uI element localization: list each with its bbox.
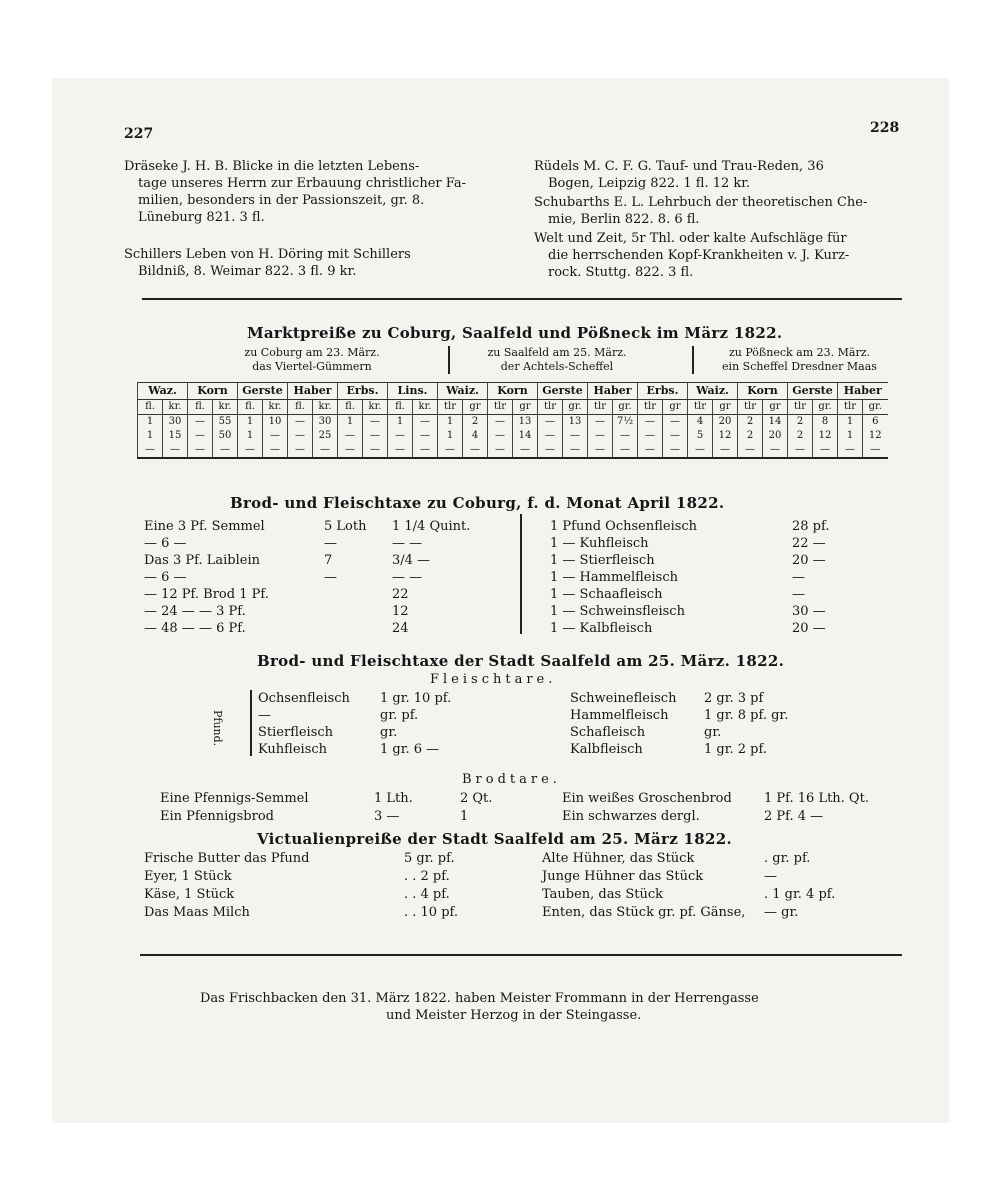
coburg-bread-item: — 6 — bbox=[144, 536, 187, 551]
saalfeld-bread-item: Ein schwarzes dergl. bbox=[562, 809, 700, 824]
saalfeld-meat-price: gr. pf. bbox=[380, 708, 419, 723]
grain-header: Erbs. bbox=[638, 383, 688, 400]
unit-header: tlr bbox=[788, 400, 813, 415]
grain-header: Korn bbox=[188, 383, 238, 400]
price-cell: — bbox=[663, 429, 688, 443]
price-cell: — bbox=[563, 429, 588, 443]
coburg-bread-item: Das 3 Pf. Laiblein bbox=[144, 553, 260, 568]
saalfeld-meat-item: Schweinefleisch bbox=[570, 691, 677, 706]
price-cell: — bbox=[388, 443, 413, 458]
unit-header: fl. bbox=[388, 400, 413, 415]
coburg-meat-item: 1 — Kalbfleisch bbox=[550, 621, 653, 636]
price-cell: — bbox=[138, 443, 163, 458]
price-cell: 13 bbox=[513, 415, 538, 430]
saalfeld-bread-quint: 2 Qt. bbox=[460, 791, 493, 806]
price-cell: 30 bbox=[313, 415, 338, 430]
price-cell: 2 bbox=[788, 415, 813, 430]
victual-item: Eyer, 1 Stück bbox=[144, 869, 232, 884]
grain-header: Waz. bbox=[138, 383, 188, 400]
saalfeld-meat-item: — bbox=[258, 708, 271, 723]
price-cell: — bbox=[163, 443, 188, 458]
unit-header: kr. bbox=[263, 400, 288, 415]
price-cell: 1 bbox=[338, 415, 363, 430]
unit-header: gr. bbox=[563, 400, 588, 415]
grain-header: Gerste bbox=[538, 383, 588, 400]
price-cell: — bbox=[538, 443, 563, 458]
coburg-meat-price: — bbox=[792, 570, 805, 585]
price-cell: 1 bbox=[838, 415, 863, 430]
price-cell: — bbox=[238, 443, 263, 458]
price-cell: — bbox=[788, 443, 813, 458]
book-entry-ruedel: Rüdels M. C. F. G. Tauf- und Trau-Reden, 36 Bogen, Leipzig 822. 1 fl. 12 kr. bbox=[534, 159, 824, 191]
saalfeld-tax-title: Brod- und Fleischtaxe der Stadt Saalfeld am 25. März. 1822. bbox=[257, 652, 785, 670]
price-cell: 2 bbox=[738, 429, 763, 443]
unit-header: gr bbox=[513, 400, 538, 415]
unit-header: gr. bbox=[863, 400, 888, 415]
market-place-coburg: zu Coburg am 23. März. das Viertel-Gümmern bbox=[244, 346, 380, 373]
coburg-meat-item: 1 — Schweinsfleisch bbox=[550, 604, 685, 619]
saalfeld-meat-price: gr. bbox=[380, 725, 398, 740]
grain-header: Gerste bbox=[788, 383, 838, 400]
price-cell: 1 bbox=[138, 429, 163, 443]
coburg-meat-item: 1 — Kuhfleisch bbox=[550, 536, 649, 551]
coburg-bread-item: Eine 3 Pf. Semmel bbox=[144, 519, 265, 534]
page-number-left: 227 bbox=[124, 126, 154, 142]
price-cell: 50 bbox=[213, 429, 238, 443]
price-cell: — bbox=[663, 443, 688, 458]
price-cell: — bbox=[613, 429, 638, 443]
victual-price: 5 gr. pf. bbox=[404, 851, 455, 866]
unit-header: tlr bbox=[438, 400, 463, 415]
unit-header: gr. bbox=[613, 400, 638, 415]
price-cell: — bbox=[363, 443, 388, 458]
saalfeld-bread-subtitle: Brodtare. bbox=[462, 772, 561, 787]
grain-header: Haber bbox=[838, 383, 888, 400]
grain-header: Korn bbox=[488, 383, 538, 400]
coburg-bread-quint: 3/4 — bbox=[392, 553, 431, 568]
price-cell: — bbox=[263, 429, 288, 443]
coburg-meat-item: 1 — Schaafleisch bbox=[550, 587, 663, 602]
price-cell: — bbox=[613, 443, 638, 458]
unit-header: kr. bbox=[163, 400, 188, 415]
grain-header: Korn bbox=[738, 383, 788, 400]
grain-header: Erbs. bbox=[338, 383, 388, 400]
book-entry-draeseke: Dräseke J. H. B. Blicke in die letzten Lebens- tage unseres Herrn zur Erbauung christlicher Fa- milien, besonders in der Passionszeit, gr. 8. Lüneburg 821. 3 fl. bbox=[124, 159, 467, 225]
victual-item: Junge Hühner das Stück bbox=[542, 869, 704, 884]
price-cell: 2 bbox=[738, 415, 763, 430]
victual-price: — bbox=[764, 869, 777, 884]
price-cell: 8 bbox=[813, 415, 838, 430]
price-cell: — bbox=[338, 443, 363, 458]
market-price-row bbox=[138, 429, 888, 443]
price-cell: 2 bbox=[788, 429, 813, 443]
coburg-bread-quint: 1 1/4 Quint. bbox=[392, 519, 471, 534]
unit-header: kr. bbox=[213, 400, 238, 415]
coburg-meat-price: — bbox=[792, 587, 805, 602]
coburg-bread-weight: — bbox=[324, 536, 337, 551]
price-cell: 14 bbox=[763, 415, 788, 430]
price-cell: — bbox=[288, 429, 313, 443]
price-cell: 14 bbox=[513, 429, 538, 443]
victual-price: — gr. bbox=[764, 905, 799, 920]
price-cell: — bbox=[713, 443, 738, 458]
book-entry-welt-und-zeit: Welt und Zeit, 5r Thl. oder kalte Aufschläge für die herrschenden Kopf-Krankheiten v. J. Kurz- rock. Stuttg. 822. 3 fl. bbox=[534, 231, 850, 280]
victual-item: Frische Butter das Pfund bbox=[144, 851, 310, 866]
price-cell: — bbox=[638, 443, 663, 458]
grain-header: Waiz. bbox=[688, 383, 738, 400]
price-cell: 12 bbox=[863, 429, 888, 443]
price-cell: — bbox=[538, 415, 563, 430]
coburg-column-divider bbox=[520, 514, 522, 634]
unit-header: tlr bbox=[588, 400, 613, 415]
unit-header: kr. bbox=[363, 400, 388, 415]
saalfeld-meat-item: Kalbfleisch bbox=[570, 742, 643, 757]
price-cell: — bbox=[363, 415, 388, 430]
price-cell: 1 bbox=[388, 415, 413, 430]
price-cell: — bbox=[513, 443, 538, 458]
unit-header: fl. bbox=[338, 400, 363, 415]
frischbacken-notice: Das Frischbacken den 31. März 1822. haben Meister Frommann in der Herrengasse und Meister Herzog in der Steingasse. bbox=[200, 991, 759, 1023]
page-number-right: 228 bbox=[870, 120, 900, 136]
saalfeld-bread-weight: 1 Pf. 16 Lth. Qt. bbox=[764, 791, 869, 806]
coburg-bread-item: — 48 — — 6 Pf. bbox=[144, 621, 246, 636]
price-cell: — bbox=[563, 443, 588, 458]
coburg-bread-quint: — — bbox=[392, 570, 423, 585]
victual-price: . 1 gr. 4 pf. bbox=[764, 887, 836, 902]
coburg-bread-weight: 7 bbox=[324, 553, 333, 568]
unit-header: fl. bbox=[138, 400, 163, 415]
saalfeld-meat-price: 1 gr. 6 — bbox=[380, 742, 440, 757]
unit-header: tlr bbox=[688, 400, 713, 415]
grain-header: Waiz. bbox=[438, 383, 488, 400]
grain-header: Gerste bbox=[238, 383, 288, 400]
victual-price: . . 4 pf. bbox=[404, 887, 450, 902]
saalfeld-meat-price: gr. bbox=[704, 725, 722, 740]
unit-header: gr bbox=[463, 400, 488, 415]
saalfeld-bread-item: Eine Pfennigs-Semmel bbox=[160, 791, 309, 806]
unit-header: tlr bbox=[538, 400, 563, 415]
saalfeld-meat-price: 1 gr. 8 pf. gr. bbox=[704, 708, 789, 723]
victual-title: Victualienpreiße der Stadt Saalfeld am 25. März 1822. bbox=[257, 830, 733, 848]
price-cell: — bbox=[413, 415, 438, 430]
price-cell: — bbox=[763, 443, 788, 458]
price-cell: — bbox=[363, 429, 388, 443]
price-cell: 1 bbox=[238, 415, 263, 430]
price-cell: 4 bbox=[688, 415, 713, 430]
unit-header: gr bbox=[663, 400, 688, 415]
price-cell: — bbox=[488, 429, 513, 443]
grain-header: Lins. bbox=[388, 383, 438, 400]
price-cell: 1 bbox=[838, 429, 863, 443]
saalfeld-meat-price: 1 gr. 2 pf. bbox=[704, 742, 767, 757]
saalfeld-meat-item: Schafleisch bbox=[570, 725, 646, 740]
saalfeld-bread-quint: 1 bbox=[460, 809, 469, 824]
coburg-meat-item: 1 Pfund Ochsenfleisch bbox=[550, 519, 698, 534]
price-cell: 12 bbox=[813, 429, 838, 443]
price-cell: 15 bbox=[163, 429, 188, 443]
saalfeld-bread-weight: 3 — bbox=[374, 809, 400, 824]
price-cell: — bbox=[188, 429, 213, 443]
price-cell: — bbox=[813, 443, 838, 458]
saalfeld-bread-weight: 1 Lth. bbox=[374, 791, 413, 806]
coburg-bread-quint: — — bbox=[392, 536, 423, 551]
price-cell: — bbox=[688, 443, 713, 458]
coburg-meat-price: 20 — bbox=[792, 553, 826, 568]
price-cell: — bbox=[413, 429, 438, 443]
victual-item: Das Maas Milch bbox=[144, 905, 250, 920]
price-cell: — bbox=[288, 443, 313, 458]
price-cell: — bbox=[263, 443, 288, 458]
unit-header: tlr bbox=[638, 400, 663, 415]
market-price-row bbox=[138, 415, 888, 430]
price-cell: — bbox=[188, 443, 213, 458]
market-title: Marktpreiße zu Coburg, Saalfeld und Pößneck im März 1822. bbox=[247, 324, 783, 342]
unit-header: fl. bbox=[188, 400, 213, 415]
price-cell: 1 bbox=[438, 429, 463, 443]
price-cell: — bbox=[188, 415, 213, 430]
coburg-bread-quint: 24 bbox=[392, 621, 409, 636]
section-divider bbox=[142, 298, 902, 300]
price-cell: — bbox=[538, 429, 563, 443]
coburg-bread-quint: 12 bbox=[392, 604, 409, 619]
price-cell: 55 bbox=[213, 415, 238, 430]
coburg-meat-item: 1 — Stierfleisch bbox=[550, 553, 655, 568]
footer-divider bbox=[140, 954, 902, 956]
price-cell: — bbox=[313, 443, 338, 458]
price-cell: 4 bbox=[463, 429, 488, 443]
price-cell: — bbox=[488, 443, 513, 458]
victual-price: . . 2 pf. bbox=[404, 869, 450, 884]
pfund-side-label: Pfund. bbox=[211, 710, 224, 747]
victual-item: Alte Hühner, das Stück bbox=[542, 851, 695, 866]
price-cell: 10 bbox=[263, 415, 288, 430]
saalfeld-meat-price: 1 gr. 10 pf. bbox=[380, 691, 452, 706]
price-cell: 7½ bbox=[613, 415, 638, 430]
price-cell: — bbox=[638, 415, 663, 430]
victual-item: Tauben, das Stück bbox=[542, 887, 663, 902]
price-cell: 1 bbox=[438, 415, 463, 430]
price-cell: — bbox=[738, 443, 763, 458]
market-price-row bbox=[138, 443, 888, 458]
book-entry-schiller: Schillers Leben von H. Döring mit Schillers Bildniß, 8. Weimar 822. 3 fl. 9 kr. bbox=[124, 247, 411, 279]
price-cell: — bbox=[588, 429, 613, 443]
market-place-poessneck: zu Pößneck am 23. März. ein Scheffel Dresdner Maas bbox=[722, 346, 877, 373]
price-cell: 12 bbox=[713, 429, 738, 443]
coburg-meat-price: 28 pf. bbox=[792, 519, 830, 534]
saalfeld-meat-price: 2 gr. 3 pf bbox=[704, 691, 764, 706]
coburg-bread-quint: 22 bbox=[392, 587, 409, 602]
saalfeld-bread-item: Ein Pfennigsbrod bbox=[160, 809, 274, 824]
price-cell: — bbox=[388, 429, 413, 443]
unit-header: gr bbox=[713, 400, 738, 415]
coburg-tax-title: Brod- und Fleischtaxe zu Coburg, f. d. Monat April 1822. bbox=[230, 494, 725, 512]
unit-header: fl. bbox=[288, 400, 313, 415]
price-cell: — bbox=[438, 443, 463, 458]
grain-header: Haber bbox=[588, 383, 638, 400]
price-cell: — bbox=[213, 443, 238, 458]
saalfeld-meat-item: Stierfleisch bbox=[258, 725, 334, 740]
price-cell: — bbox=[588, 415, 613, 430]
unit-header: kr. bbox=[313, 400, 338, 415]
victual-item: Enten, das Stück gr. pf. Gänse, bbox=[542, 905, 746, 920]
price-cell: — bbox=[413, 443, 438, 458]
price-cell: — bbox=[638, 429, 663, 443]
coburg-meat-item: 1 — Hammelfleisch bbox=[550, 570, 678, 585]
saalfeld-meat-item: Kuhfleisch bbox=[258, 742, 328, 757]
unit-header: tlr bbox=[738, 400, 763, 415]
price-cell: — bbox=[338, 429, 363, 443]
unit-header: fl. bbox=[238, 400, 263, 415]
price-cell: — bbox=[463, 443, 488, 458]
price-cell: — bbox=[488, 415, 513, 430]
price-cell: 1 bbox=[238, 429, 263, 443]
coburg-meat-price: 22 — bbox=[792, 536, 826, 551]
price-cell: — bbox=[288, 415, 313, 430]
saalfeld-meat-item: Ochsenfleisch bbox=[258, 691, 350, 706]
coburg-bread-item: — 6 — bbox=[144, 570, 187, 585]
saalfeld-bread-item: Ein weißes Groschenbrod bbox=[562, 791, 732, 806]
coburg-bread-weight: 5 Loth bbox=[324, 519, 367, 534]
price-cell: — bbox=[838, 443, 863, 458]
price-cell: 20 bbox=[713, 415, 738, 430]
price-cell: 30 bbox=[163, 415, 188, 430]
price-cell: 2 bbox=[463, 415, 488, 430]
victual-item: Käse, 1 Stück bbox=[144, 887, 235, 902]
coburg-meat-price: 30 — bbox=[792, 604, 826, 619]
victual-price: . . 10 pf. bbox=[404, 905, 459, 920]
unit-header: gr. bbox=[813, 400, 838, 415]
price-cell: 13 bbox=[563, 415, 588, 430]
price-cell: — bbox=[663, 415, 688, 430]
price-cell: 6 bbox=[863, 415, 888, 430]
coburg-bread-weight: — bbox=[324, 570, 337, 585]
saalfeld-meat-item: Hammelfleisch bbox=[570, 708, 669, 723]
saalfeld-meat-subtitle: Fleischtare. bbox=[430, 672, 557, 687]
book-entry-schubarth: Schubarths E. L. Lehrbuch der theoretischen Che- mie, Berlin 822. 8. 6 fl. bbox=[534, 195, 868, 227]
grain-header: Haber bbox=[288, 383, 338, 400]
unit-header: tlr bbox=[488, 400, 513, 415]
saalfeld-bread-weight: 2 Pf. 4 — bbox=[764, 809, 824, 824]
victual-price: . gr. pf. bbox=[764, 851, 811, 866]
price-cell: 1 bbox=[138, 415, 163, 430]
coburg-bread-item: — 24 — — 3 Pf. bbox=[144, 604, 246, 619]
market-place-saalfeld: zu Saalfeld am 25. März. der Achtels-Scheffel bbox=[487, 346, 627, 373]
unit-header: gr bbox=[763, 400, 788, 415]
coburg-meat-price: 20 — bbox=[792, 621, 826, 636]
price-cell: 25 bbox=[313, 429, 338, 443]
price-cell: 20 bbox=[763, 429, 788, 443]
unit-header: tlr bbox=[838, 400, 863, 415]
newspaper-page bbox=[52, 78, 949, 1123]
coburg-bread-item: — 12 Pf. Brod 1 Pf. bbox=[144, 587, 269, 602]
market-price-table bbox=[137, 382, 888, 459]
price-cell: 5 bbox=[688, 429, 713, 443]
unit-header: kr. bbox=[413, 400, 438, 415]
price-cell: — bbox=[863, 443, 888, 458]
price-cell: — bbox=[588, 443, 613, 458]
